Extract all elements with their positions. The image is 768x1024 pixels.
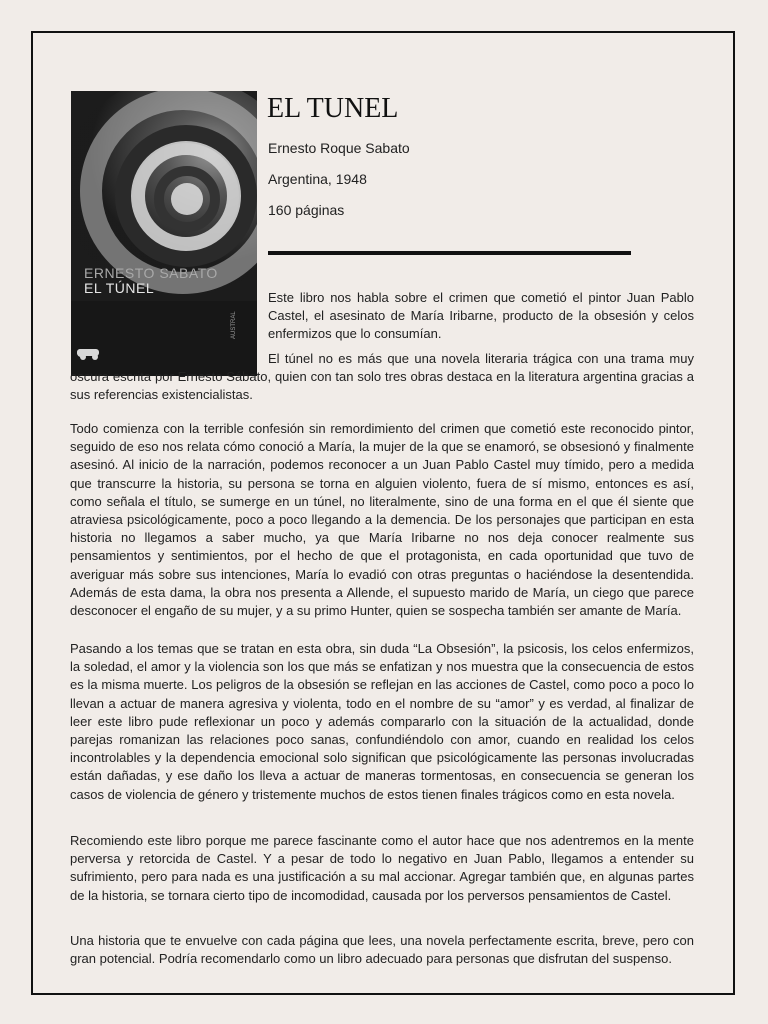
cover-text	[84, 266, 218, 296]
book-cover-image	[71, 91, 257, 376]
paragraph-themes: Pasando a los temas que se tratan en esta obra, sin duda “La Obsesión”, la psicosis, los celos enfermizos, la soledad, el amor y la violencia son los que más se enfatizan y nos muestra que la consecuencia de estos es la misma muerte. Los peligros de la obsesión se reflejan en las acciones de Castel, como poco a poco lo llevan a actuar de manera agresiva y violenta, todo en el nombre de su “amor” y es verdad, al finalizar de leer este libro pude reflexionar un poco y además compararlo con la situación de la actualidad, donde parejas romanizan las relaciones poco sanas, confundiéndolo con amor, cuando en realidad los celos incontrolables y la dependencia emocional solo significan que psicológicamente las personas involucradas están dañadas, y ese daño los lleva a actuar de maneras tormentosas, en consecuencia se generan los casos de violencia de género y tristemente muchos de estos tienen finales trágicos como en esta novela.	[70, 641, 694, 802]
cover-title: EL TÚNEL	[84, 280, 155, 296]
tunnel-spiral-art	[71, 91, 257, 376]
book-pages: 160 páginas	[268, 202, 345, 218]
cover-author: ERNESTO SABATO	[84, 265, 218, 281]
book-origin: Argentina, 1948	[268, 171, 367, 187]
paragraph-recommendation: Recomiendo este libro porque me parece fascinante como el autor hace que nos adentremos en la mente perversa y retorcida de Castel. Y a pesar de todo lo negativo en Juan Pablo, llegamos a entender su sufrimiento, pero para nada es una justificación a su mal accionar. Agregar también que, en algunas partes de la historia, se tornara cierto tipo de incomodidad, causada por los perversos pensamientos de Castel.	[70, 833, 694, 903]
paragraph-conclusion: Una historia que te envuelve con cada página que lees, una novela perfectamente escrita, breve, pero con gran potencial. Podría recomendarlo como un libro adecuado para personas que disfrutan del suspenso.	[70, 933, 694, 967]
cover-publisher: AUSTRAL	[231, 311, 237, 339]
divider-rule	[268, 251, 631, 255]
book-title: EL TUNEL	[267, 93, 399, 124]
paragraph-plot: Todo comienza con la terrible confesión sin remordimiento del crimen que cometió este reconocido pintor, seguido de eso nos relata cómo conoció a María, la mujer de la que se enamoró, se obsesionó y finalmente asesinó. Al inicio de la narración, podemos reconocer a un Juan Pablo Castel muy tímido, pero a medida que transcurre la historia, su persona se torna en alguien violento, fuera de sí mismo, entonces es así, como señala el título, se sumerge en un túnel, no literalmente, sino de una forma en el que él siente que atraviesa psicológicamente, poco a poco llegando a la demencia. De los personajes que participan en esta historia no llegamos a saber mucho, ya que María Iribarne no nos deja conocer realmente sus pensamientos y sentimientos, por el hecho de que el protagonista, en cada oportunidad que tuvo de averiguar más sobre sus intenciones, María lo evadió con otras preguntas o haciéndose la desentendida. Además de esta dama, la obra nos presenta a Allende, el supuesto marido de María, un ciego que parece desconocer el engaño de su mujer, y a su primo Hunter, quien se sospecha también ser amante de María.	[70, 421, 694, 619]
paragraph-intro: Este libro nos habla sobre el crimen que cometió el pintor Juan Pablo Castel, el asesinato de María Iribarne, producto de la obsesión y celos enfermizos que lo consumían.	[268, 290, 694, 342]
book-author: Ernesto Roque Sabato	[268, 140, 410, 156]
paragraph-summary: El túnel no es más que una novela literaria trágica con una trama muy oscura escrita por Ernesto Sábato, quien con tan solo tres obras destaca en la literatura argentina gracias a sus referencias existencialistas.	[70, 351, 694, 403]
